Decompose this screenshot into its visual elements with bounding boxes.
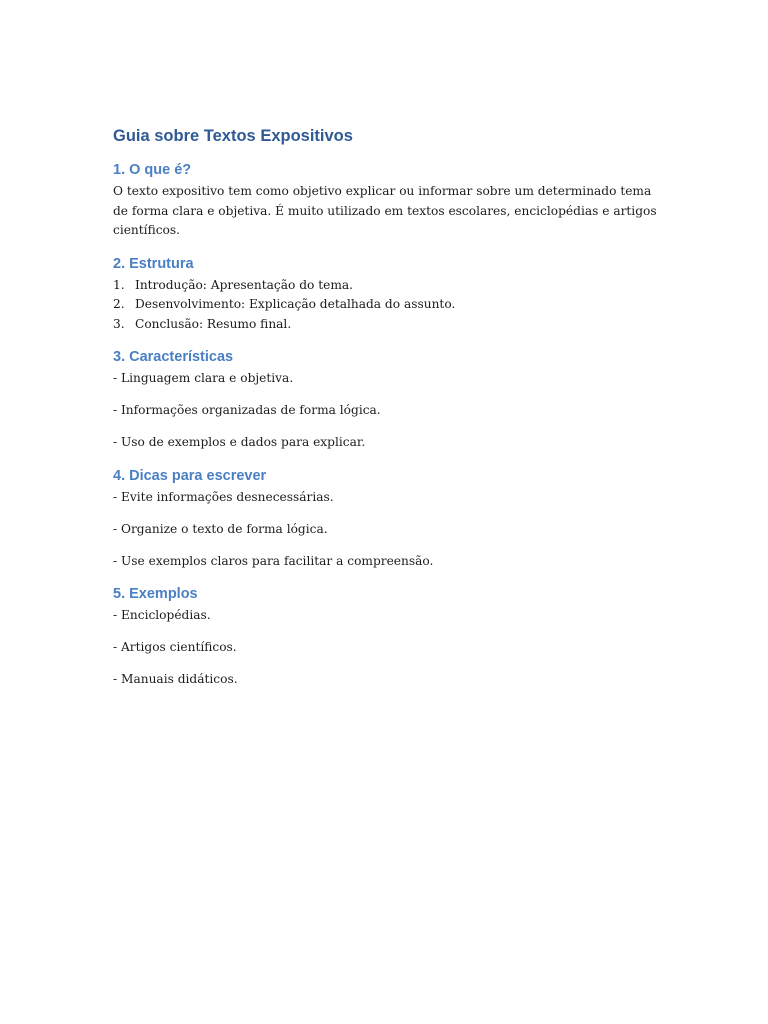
section-heading-what: 1. O que é? (113, 162, 192, 178)
section-heading-tips: 4. Dicas para escrever (113, 467, 267, 484)
section-structure (113, 254, 668, 335)
list-item-text: Introdução: Apresentação do tema. (135, 277, 354, 292)
list-item: - Use exemplos claros para facilitar a compreensão. (113, 553, 434, 568)
section-examples (113, 584, 668, 690)
list-item-number: 2. (113, 297, 125, 311)
section-tips (113, 466, 668, 572)
list-item: - Uso de exemplos e dados para explicar. (113, 435, 366, 449)
list-item: - Artigos científicos. (113, 640, 237, 654)
structure-list (113, 276, 668, 335)
section-what-paragraph: O texto expositivo tem como objetivo explicar ou informar sobre um determinado tema de forma clara e objetiva. É muito utilizado em textos escolares, enciclopédias e artigos científicos. (113, 184, 657, 237)
list-item (113, 295, 668, 315)
list-item: - Informações organizadas de forma lógica. (113, 403, 381, 417)
document-title: Guia sobre Textos Expositivos (113, 127, 353, 145)
examples-list (113, 606, 668, 690)
list-item: - Enciclopédias. (113, 608, 211, 622)
tips-list (113, 488, 668, 572)
list-item: - Linguagem clara e objetiva. (113, 371, 294, 385)
list-item: - Manuais didáticos. (113, 672, 238, 686)
list-item-text: Desenvolvimento: Explicação detalhada do assunto. (135, 297, 456, 311)
section-characteristics (113, 347, 668, 453)
list-item: - Evite informações desnecessárias. (113, 489, 334, 504)
list-item-number: 3. (113, 316, 125, 331)
section-heading-characteristics: 3. Características (113, 349, 234, 365)
section-what (113, 160, 668, 241)
characteristics-list (113, 369, 668, 453)
list-item-number: 1. (113, 277, 125, 292)
section-heading-structure: 2. Estrutura (113, 255, 194, 272)
list-item-text: Conclusão: Resumo final. (135, 316, 292, 331)
section-heading-examples: 5. Exemplos (113, 586, 198, 602)
list-item (113, 276, 668, 296)
list-item: - Organize o texto de forma lógica. (113, 521, 328, 536)
list-item (113, 315, 668, 335)
